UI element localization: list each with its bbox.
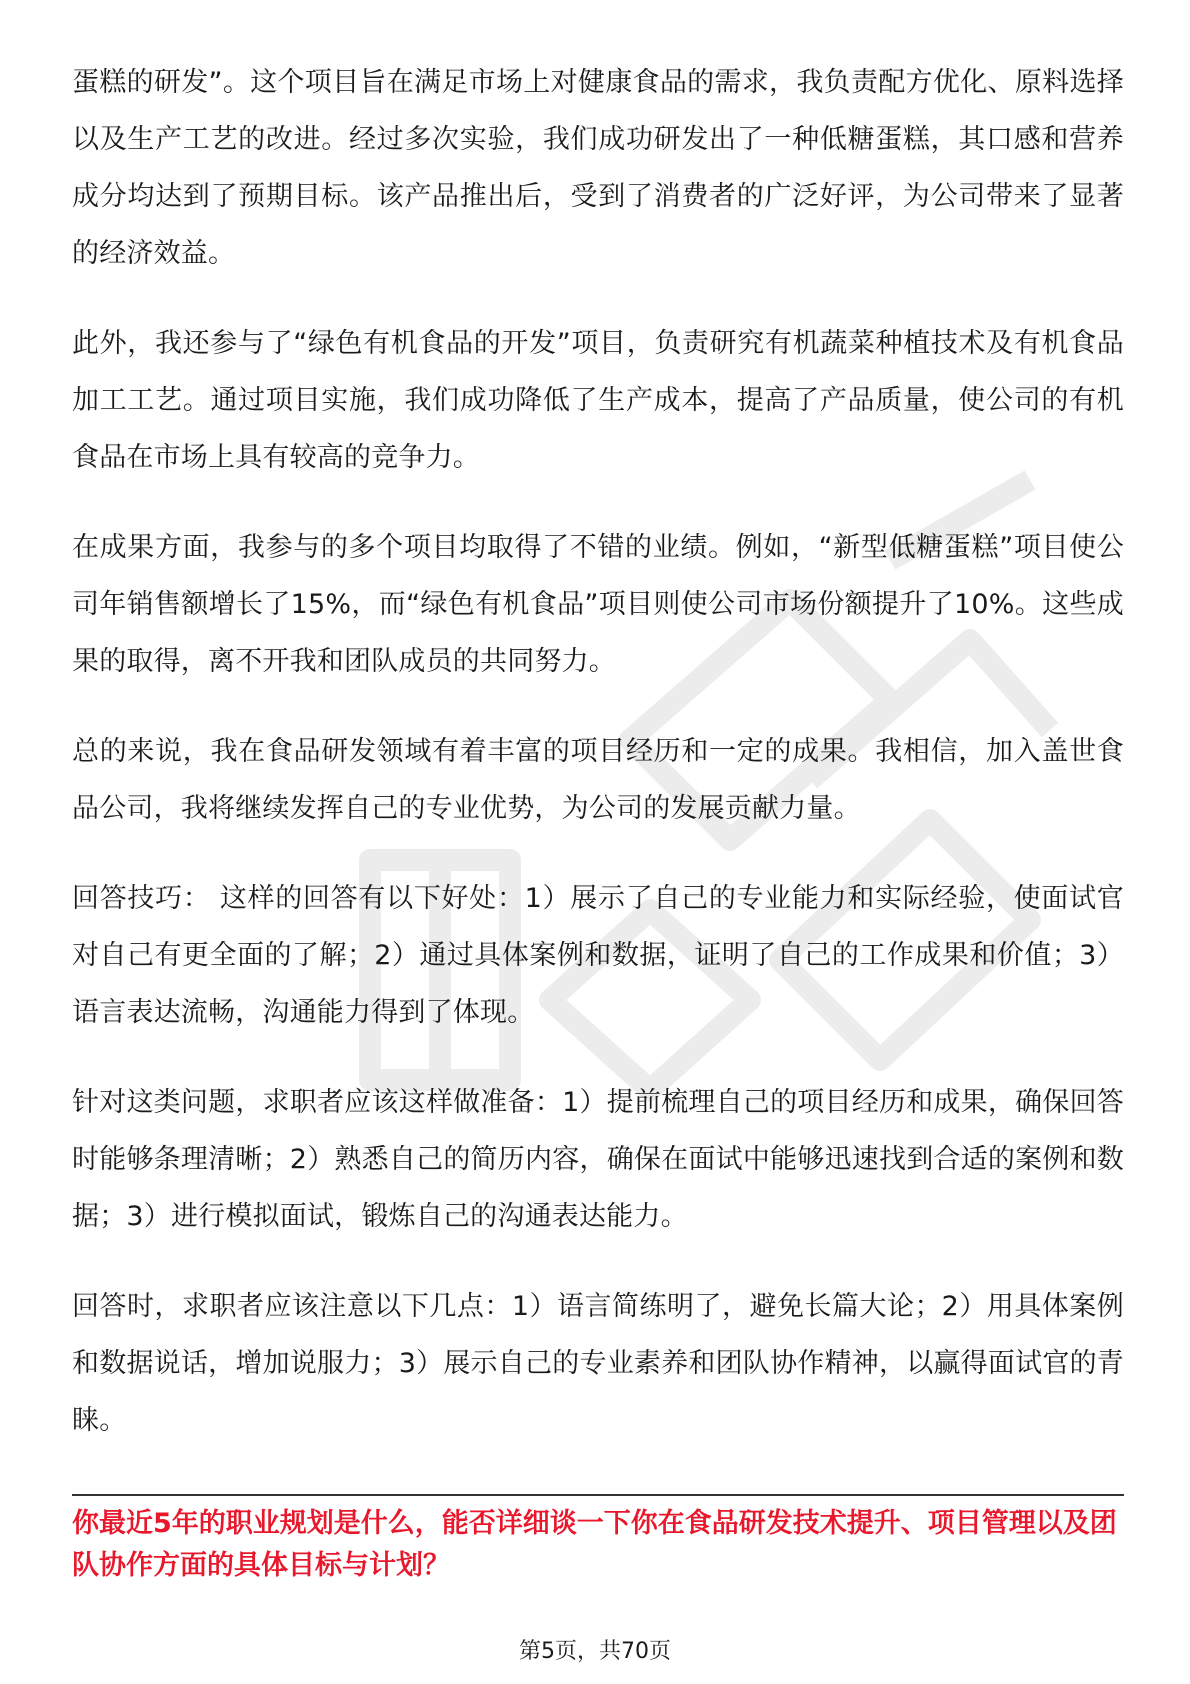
paragraph-answer-tips: 回答技巧： 这样的回答有以下好处：1）展示了自己的专业能力和实际经验，使面试官对自己有更全面的了解；2）通过具体案例和数据，证明了自己的工作成果和价值；3）语言表达流畅，沟通能力得到了体现。 [72,883,1124,1028]
paragraph-3: 在成果方面，我参与的多个项目均取得了不错的业绩。例如，“新型低糖蛋糕”项目使公司年销售额增长了15%，而“绿色有机食品”项目则使公司市场份额提升了10%。这些成果的取得，离不开我和团队成员的共同努力。 [72,532,1124,677]
paragraph-preparation: 针对这类问题，求职者应该这样做准备：1）提前梳理自己的项目经历和成果，确保回答时能够条理清晰；2）熟悉自己的简历内容，确保在面试中能够迅速找到合适的案例和数据；3）进行模拟面试，锻炼自己的沟通表达能力。 [72,1087,1124,1232]
paragraph-4: 总的来说，我在食品研发领域有着丰富的项目经历和一定的成果。我相信，加入盖世食品公司，我将继续发挥自己的专业优势，为公司的发展贡献力量。 [72,736,1124,824]
section-divider [72,1494,1124,1496]
document-body [72,54,1124,1482]
paragraph-notes: 回答时，求职者应该注意以下几点：1）语言简练明了，避免长篇大论；2）用具体案例和数据说话，增加说服力；3）展示自己的专业素养和团队协作精神，以赢得面试官的青睐。 [72,1291,1124,1436]
interview-question: 你最近5年的职业规划是什么，能否详细谈一下你在食品研发技术提升、项目管理以及团队协作方面的具体目标与计划？ [72,1508,1117,1581]
paragraph-1: 蛋糕的研发”。这个项目旨在满足市场上对健康食品的需求，我负责配方优化、原料选择以及生产工艺的改进。经过多次实验，我们成功研发出了一种低糖蛋糕，其口感和营养成分均达到了预期目标。该产品推出后，受到了消费者的广泛好评，为公司带来了显著的经济效益。 [72,67,1124,269]
page-number: 第5页，共70页 [519,1639,671,1664]
paragraph-2: 此外，我还参与了“绿色有机食品的开发”项目，负责研究有机蔬菜种植技术及有机食品加工工艺。通过项目实施，我们成功降低了生产成本，提高了产品质量，使公司的有机食品在市场上具有较高的竞争力。 [72,328,1124,473]
